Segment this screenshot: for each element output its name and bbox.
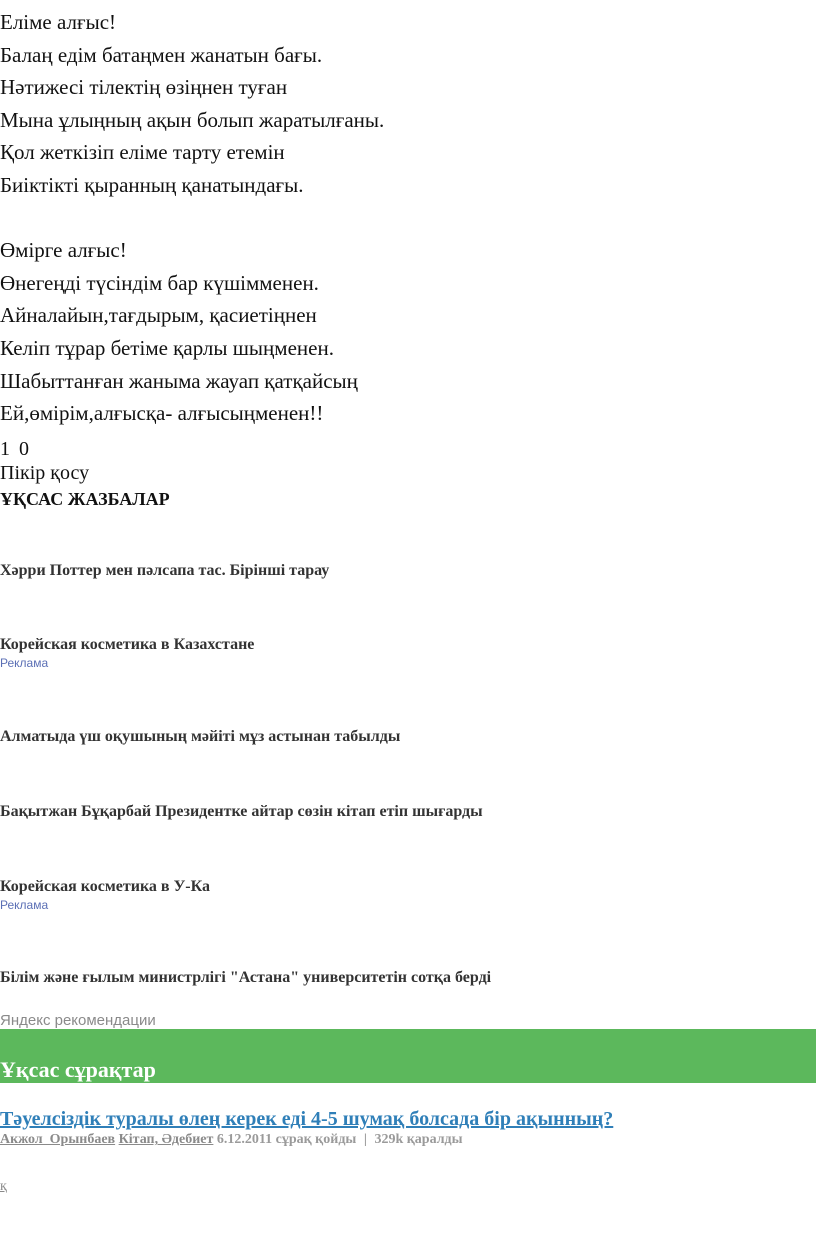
poem-line: Келіп тұрар бетіме қарлы шыңменен. <box>0 335 334 360</box>
poem-line: Нәтижесі тілектің өзіңнен туған <box>0 75 288 100</box>
poem-line: Өнегеңді түсіндім бар күшімменен. <box>0 270 319 295</box>
dislike-count[interactable]: 0 <box>19 438 29 460</box>
poem-line: Ей,өмірім,алғысқа- алғысыңменен!! <box>0 401 324 426</box>
question-meta <box>0 1131 463 1149</box>
poem-line: Мына ұлыңның ақын болып жаратылғаны. <box>0 107 385 132</box>
question-category-link[interactable]: Кітап, Әдебиет <box>118 1132 214 1147</box>
recommendation-link[interactable]: Алматыда үш оқушының мәйіті мұз астынан табылды <box>0 728 401 745</box>
recommendation-link[interactable]: Хәрри Поттер мен пәлсапа тас. Бірінші тарау <box>0 562 330 579</box>
vote-counters <box>0 437 33 461</box>
like-count[interactable]: 1 <box>0 438 10 460</box>
poem <box>0 6 800 430</box>
poem-line: Балаң едім батаңмен жанатын бағы. <box>0 42 323 67</box>
question-link[interactable]: Тәуелсіздік туралы өлең керек еді 4-5 шумақ болсада бір ақынның? <box>0 1108 614 1130</box>
recommendation-link[interactable]: Білім және ғылым министрлігі "Астана" университетін сотқа берді <box>0 969 492 986</box>
yandex-recommendations-label[interactable]: Яндекс рекомендации <box>0 1012 156 1029</box>
poem-line: Өмірге алғыс! <box>0 238 127 263</box>
more-link[interactable]: қ <box>0 1179 7 1194</box>
poem-line: Қол жеткізіп еліме тарту етемін <box>0 140 285 165</box>
poem-line: Айналайын,тағдырым, қасиетіңнен <box>0 303 317 328</box>
ad-label: Реклама <box>0 656 49 670</box>
recommendation-link[interactable]: Бақытжан Бұқарбай Президентке айтар сөзін кітап етіп шығарды <box>0 803 483 820</box>
similar-questions-heading: Ұқсас сұрақтар <box>0 1057 156 1082</box>
recommendation-link[interactable]: Корейская косметика в Казахстане <box>0 636 255 653</box>
stanza-break <box>0 202 800 235</box>
poem-line: Шабыттанған жаныма жауап қатқайсың <box>0 368 358 393</box>
question-views: 329k қаралды <box>374 1132 463 1147</box>
poem-line: Биіктікті қыранның қанатындағы. <box>0 172 304 197</box>
poem-line: Еліме алғыс! <box>0 10 117 34</box>
question-date: 6.12.2011 сұрақ қойды <box>216 1132 357 1147</box>
ad-label: Реклама <box>0 898 49 912</box>
question-author-link[interactable]: Акжол_Орынбаев <box>0 1132 116 1147</box>
add-comment-link[interactable]: Пікір қосу <box>0 462 90 484</box>
similar-posts-heading: ҰҚСАС ЖАЗБАЛАР <box>0 489 170 509</box>
recommendation-link[interactable]: Корейская косметика в У-Ка <box>0 878 211 895</box>
meta-separator: | <box>363 1132 367 1147</box>
